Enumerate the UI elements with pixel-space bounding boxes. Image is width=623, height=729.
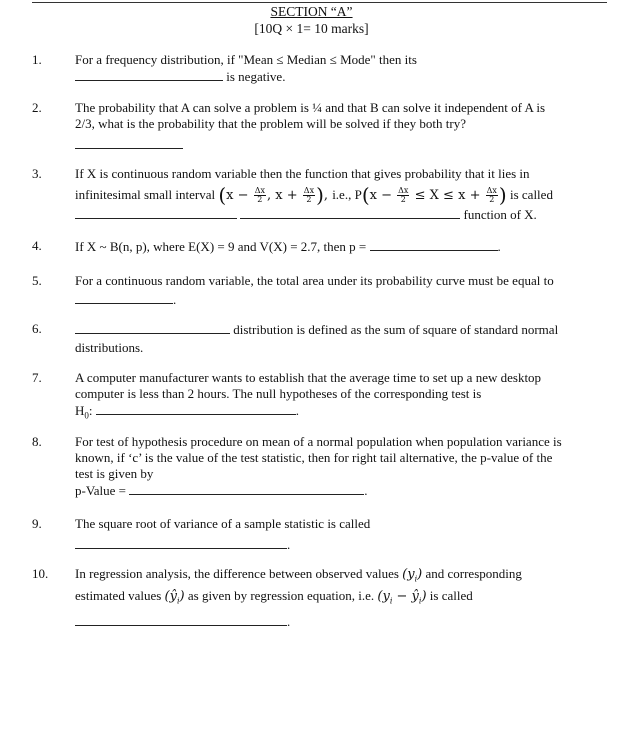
question-text: is negative. xyxy=(226,69,286,84)
question-number: 7. xyxy=(32,370,42,385)
answer-blank[interactable] xyxy=(240,206,460,219)
question-text: as given by regression equation, i.e. xyxy=(187,587,375,603)
question-text: For a frequency distribution, if "Mean ≤ Median ≤ Mode" then its xyxy=(75,52,417,67)
answer-blank[interactable] xyxy=(75,68,223,81)
question-text: For a continuous random variable, the total area under its probability curve must be equal to xyxy=(75,273,554,288)
question-text: 2/3, what is the probability that the problem will be solved if they both try? xyxy=(75,116,467,131)
answer-blank[interactable] xyxy=(75,291,173,304)
question-text: function of X. xyxy=(463,207,537,222)
question-text: The probability that A can solve a problem is ¼ and that B can solve it independent of A is xyxy=(75,100,546,115)
top-rule xyxy=(32,2,607,3)
question-text: distribution is defined as the sum of square of standard normal xyxy=(233,322,559,337)
question-text: known, if ‘c’ is the value of the test statistic, then for right tail alternative, the p-value of the xyxy=(75,450,553,465)
answer-blank[interactable] xyxy=(96,402,296,415)
period: . xyxy=(287,537,291,552)
question-text: is called xyxy=(509,187,553,202)
answer-blank[interactable] xyxy=(370,238,498,251)
answer-blank[interactable] xyxy=(75,206,237,219)
question-number: 10. xyxy=(32,566,49,581)
question-text: test is given by xyxy=(75,466,154,481)
interval-expression: (x − $\frac{\Delta x}{2}$ , x + $\frac{\Delta x}{2}$ ), xyxy=(218,183,329,207)
answer-blank[interactable] xyxy=(75,136,183,149)
period: . xyxy=(364,483,368,498)
section-marks: [10Q × 1= 10 marks] xyxy=(254,21,369,36)
question-number: 6. xyxy=(32,321,42,336)
answer-blank[interactable] xyxy=(75,536,287,549)
question-text: In regression analysis, the difference between observed values xyxy=(75,566,399,581)
question-text: If X ~ B(n, p), where E(X) = 9 and V(X) = 2.7, then p = xyxy=(75,239,367,254)
period: . xyxy=(287,614,291,630)
question-text: If X is continuous random variable then the function that gives probability that it lies in xyxy=(75,166,530,181)
question-text: is called xyxy=(429,587,473,603)
section-title: SECTION “A” xyxy=(270,4,353,19)
null-hypothesis-label: $H_0$: xyxy=(75,403,93,421)
question-text: distributions. xyxy=(75,340,144,355)
question-text: p-Value = xyxy=(75,483,127,498)
question-number: 3. xyxy=(32,166,42,181)
answer-blank[interactable] xyxy=(129,482,364,495)
question-text: A computer manufacturer wants to establish that the average time to set up a new desktop xyxy=(75,370,542,385)
question-number: 8. xyxy=(32,434,42,449)
question-text: computer is less than 2 hours. The null hypotheses of the corresponding test is xyxy=(75,386,482,401)
question-number: 4. xyxy=(32,238,42,253)
question-number: 2. xyxy=(32,100,42,115)
question-text: and corresponding xyxy=(425,566,522,581)
answer-blank[interactable] xyxy=(75,613,287,626)
observed-values-symbol: $(y_i)$ xyxy=(402,567,423,584)
answer-blank[interactable] xyxy=(75,321,230,334)
question-number: 5. xyxy=(32,273,42,288)
residual-symbol: ($y_i$ − $ŷ_i$) xyxy=(377,588,427,606)
question-number: 1. xyxy=(32,52,42,67)
estimated-values-symbol: $(ŷ_i)$ xyxy=(164,588,185,606)
question-text: For test of hypothesis procedure on mean of a normal population when population variance is xyxy=(75,434,562,449)
probability-expression: (x − $\frac{\Delta x}{2}$ ≤ X ≤ x + $\frac{\Delta x}{2}$ ) xyxy=(361,183,507,207)
period: . xyxy=(173,292,177,307)
question-text: The square root of variance of a sample statistic is called xyxy=(75,516,371,531)
question-number: 9. xyxy=(32,516,42,531)
period: . xyxy=(295,403,300,418)
question-text: estimated values xyxy=(75,587,162,603)
question-text: i.e., P xyxy=(332,187,362,202)
question-text: infinitesimal small interval xyxy=(75,187,216,202)
period: . xyxy=(497,239,501,254)
